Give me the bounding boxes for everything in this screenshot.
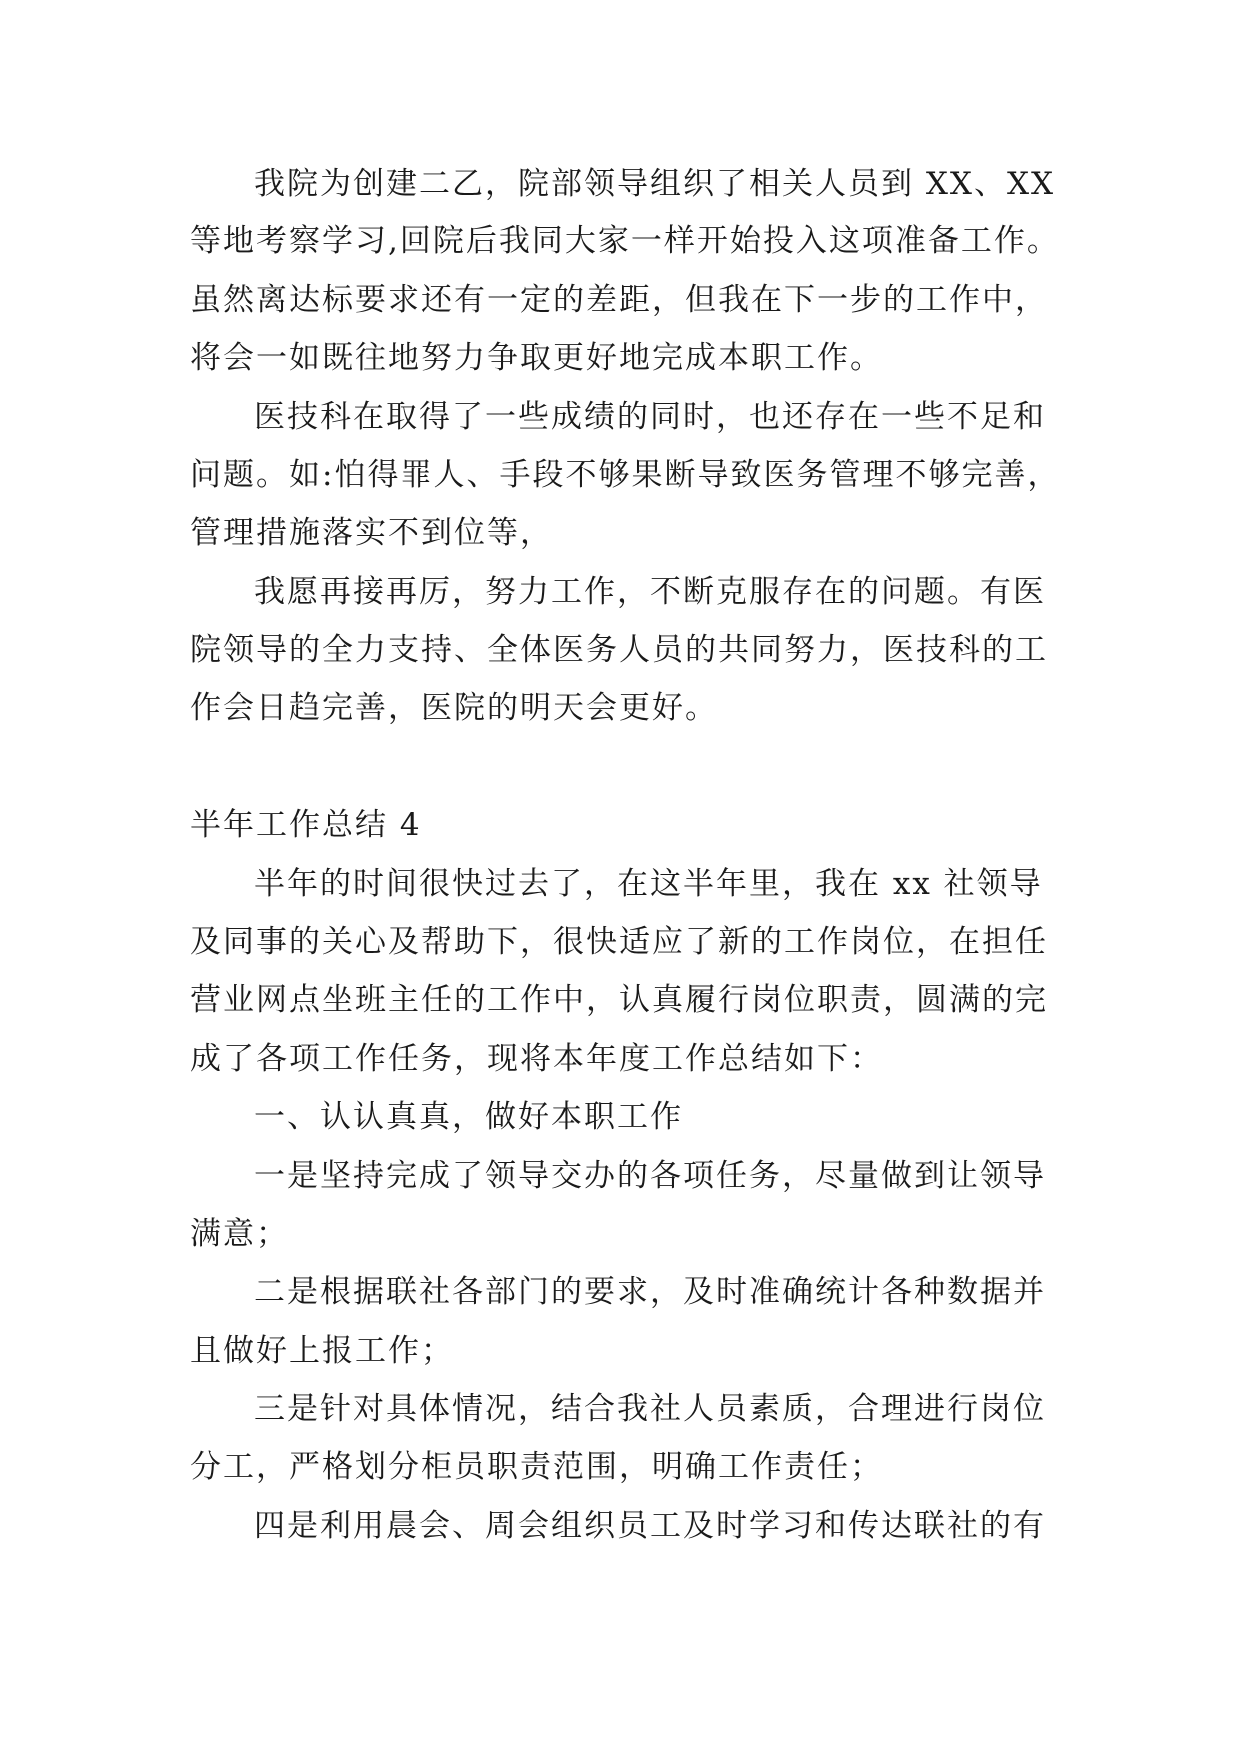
paragraph-1-line-4: 将会一如既往地努力争取更好地完成本职工作。 <box>190 340 883 376</box>
paragraph-4-line-3: 营业网点坐班主任的工作中，认真履行岗位职责，圆满的完 <box>190 982 1048 1018</box>
paragraph-1-line-2: 等地考察学习,回院后我同大家一样开始投入这项准备工作。 <box>190 223 1060 259</box>
section-heading: 半年工作总结 4 <box>190 807 422 843</box>
item-1-line-2: 满意； <box>190 1216 289 1252</box>
paragraph-2-line-2: 问题。如:怕得罪人、手段不够果断导致医务管理不够完善， <box>190 457 1061 493</box>
item-2-line-2: 且做好上报工作； <box>190 1333 454 1369</box>
paragraph-4-line-1: 半年的时间很快过去了，在这半年里，我在 xx 社领导 <box>254 866 1043 902</box>
item-3-line-2: 分工，严格划分柜员职责范围，明确工作责任； <box>190 1449 883 1485</box>
paragraph-4-line-4: 成了各项工作任务，现将本年度工作总结如下： <box>190 1041 883 1077</box>
paragraph-1-line-1: 我院为创建二乙，院部领导组织了相关人员到 XX、XX <box>254 166 1056 202</box>
paragraph-2-line-3: 管理措施落实不到位等， <box>190 515 553 551</box>
paragraph-1-line-3: 虽然离达标要求还有一定的差距，但我在下一步的工作中， <box>190 282 1048 318</box>
item-4-line-1: 四是利用晨会、周会组织员工及时学习和传达联社的有 <box>254 1508 1046 1544</box>
paragraph-2-line-1: 医技科在取得了一些成绩的同时，也还存在一些不足和 <box>254 399 1046 435</box>
item-3-line-1: 三是针对具体情况，结合我社人员素质，合理进行岗位 <box>254 1391 1046 1427</box>
item-1-line-1: 一是坚持完成了领导交办的各项任务，尽量做到让领导 <box>254 1158 1046 1194</box>
paragraph-3-line-3: 作会日趋完善，医院的明天会更好。 <box>190 690 718 726</box>
paragraph-4-line-2: 及同事的关心及帮助下，很快适应了新的工作岗位，在担任 <box>190 924 1048 960</box>
item-2-line-1: 二是根据联社各部门的要求，及时准确统计各种数据并 <box>254 1274 1046 1310</box>
paragraph-3-line-1: 我愿再接再厉，努力工作，不断克服存在的问题。有医 <box>254 574 1046 610</box>
paragraph-3-line-2: 院领导的全力支持、全体医务人员的共同努力，医技科的工 <box>190 632 1048 668</box>
subheading-1: 一、认认真真，做好本职工作 <box>254 1099 683 1135</box>
